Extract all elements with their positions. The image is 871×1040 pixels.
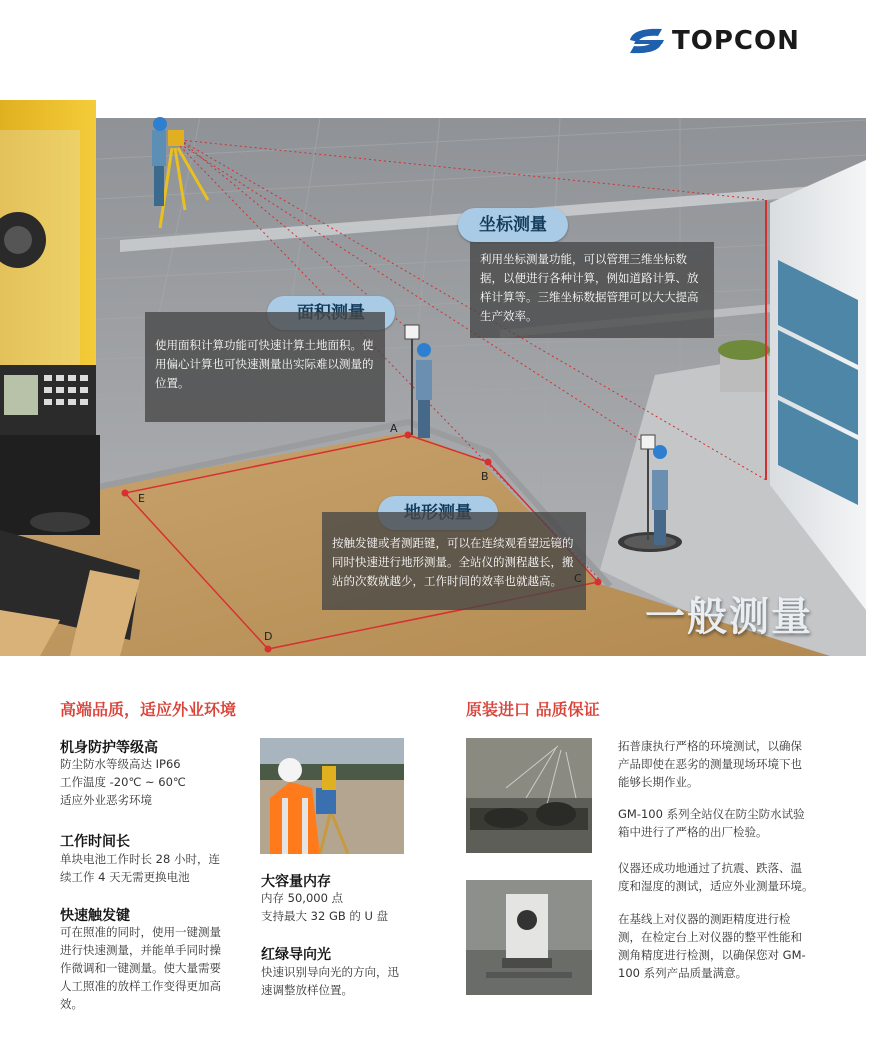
topcon-logo (622, 26, 812, 56)
general-measurement-title: 一般测量 (645, 594, 813, 640)
quality-paragraph-2 (618, 805, 818, 841)
paragraph-line: GM-100 系列全站仪在防尘防水试验 (618, 807, 805, 821)
feature-title-battery: 工作时间长 (60, 834, 130, 850)
feature-line: 作微调和一键测量。使大量需要 (60, 961, 221, 975)
point-label-e: E (138, 492, 145, 505)
feature-text-guide-light (261, 963, 399, 999)
topcon-logo-text: TOPCON (672, 26, 800, 56)
feature-line: 续工作 4 天无需更换电池 (60, 870, 190, 884)
feature-line: 内存 50,000 点 (261, 891, 344, 905)
feature-line: 速调整放样位置。 (261, 983, 353, 997)
point-label-a: A (390, 422, 398, 435)
paragraph-line: 能够长期作业。 (618, 775, 699, 789)
paragraph-line: 在基线上对仪器的测距精度进行检 (618, 912, 791, 926)
quality-paragraph-3 (618, 859, 818, 895)
topcon-logo-mark-icon (622, 26, 670, 56)
coordinate-measure-description: 利用坐标测量功能，可以管理三维坐标数据，以便进行各种计算，例如道路计算、放样计算等。三维坐标数据管理可以大大提高生产效率。 (470, 242, 714, 338)
terrain-measure-description: 按触发键或者测距键，可以在连续观看望远镜的同时快速进行地形测量。全站仪的测程越长，搬站的次数就越少，工作时间的效率也就越高。 (322, 512, 586, 610)
paragraph-line: 度和湿度的测试，适应外业测量环境。 (618, 879, 814, 893)
feature-text-battery (60, 850, 220, 886)
feature-text-protection (60, 755, 186, 809)
paragraph-line: 仪器还成功地通过了抗震、跌落、温 (618, 861, 802, 875)
feature-line: 单块电池工作时长 28 小时，连 (60, 852, 220, 866)
point-label-c: C (574, 572, 582, 585)
feature-line: 进行快速测量，并能单手同时操 (60, 943, 221, 957)
paragraph-line: 产品即使在恶劣的测量现场环境下也 (618, 757, 802, 771)
waterproof-test-photo (466, 738, 592, 853)
quality-paragraph-4 (618, 910, 818, 982)
area-measure-description: 使用面积计算功能可快速计算土地面积。使用偏心计算也可快速测量出实际难以测量的位置。 (145, 312, 385, 422)
feature-line: 可在照准的同时，使用一键测量 (60, 925, 221, 939)
feature-line: 适应外业恶劣环境 (60, 793, 152, 807)
feature-line: 人工照准的放样工作变得更加高 (60, 979, 221, 993)
right-section-title: 原装进口 品质保证 (466, 700, 600, 719)
feature-title-memory: 大容量内存 (261, 874, 331, 890)
quality-paragraph-1 (618, 737, 818, 791)
feature-line: 效。 (60, 997, 83, 1011)
left-section-title: 高端品质，适应外业环境 (60, 700, 237, 719)
feature-text-memory (261, 889, 388, 925)
feature-line: 快速识别导向光的方向，迅 (261, 965, 399, 979)
paragraph-line: 测角精度进行检测，以确保您对 GM- (618, 948, 806, 962)
feature-title-protection: 机身防护等级高 (60, 740, 158, 756)
point-label-b: B (481, 470, 489, 483)
surveyor-photo (260, 738, 404, 854)
feature-line: 工作温度 -20℃ ~ 60℃ (60, 775, 186, 789)
paragraph-line: 箱中进行了严格的出厂检验。 (618, 825, 768, 839)
paragraph-line: 拓普康执行严格的环境测试，以确保 (618, 739, 802, 753)
feature-title-trigger: 快速触发键 (60, 908, 130, 924)
feature-title-guide-light: 红绿导向光 (261, 947, 331, 963)
feature-line: 支持最大 32 GB 的 U 盘 (261, 909, 389, 923)
feature-text-trigger (60, 923, 221, 1013)
paragraph-line: 100 系列产品质量满意。 (618, 966, 748, 980)
calibration-test-photo (466, 880, 592, 995)
coordinate-measure-label: 坐标测量 (458, 208, 568, 242)
paragraph-line: 测，在检定台上对仪器的整平性能和 (618, 930, 802, 944)
point-label-d: D (264, 630, 273, 643)
hero-illustration (0, 100, 866, 656)
feature-line: 防尘防水等级高达 IP66 (60, 757, 181, 771)
